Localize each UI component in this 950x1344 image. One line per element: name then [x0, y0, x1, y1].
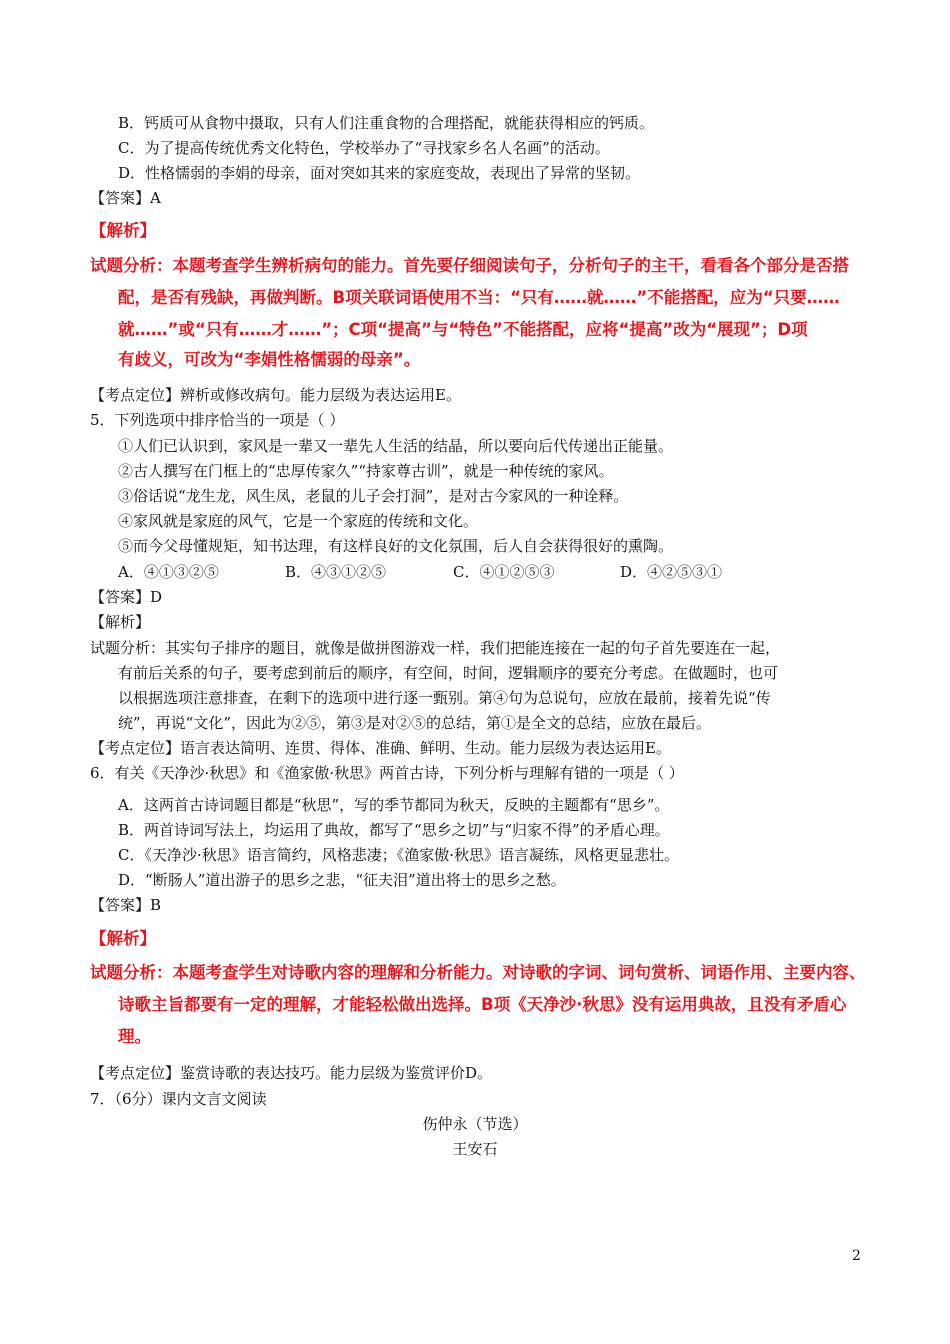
- q5-option-d: D．④②⑤③①: [620, 563, 723, 581]
- q6-analysis-line: 试题分析：本题考查学生对诗歌内容的理解和分析能力。对诗歌的字词、词句赏析、词语作用、主要内容、: [90, 963, 866, 982]
- q6-option-b: B．两首诗词写法上，均运用了典故，都写了“思乡之切”与“归家不得”的矛盾心理。: [118, 821, 670, 839]
- q4-exam-point: 【考点定位】辨析或修改病句。能力层级为表达运用E。: [90, 386, 461, 404]
- q4-option-b: B．钙质可从食物中摄取，只有人们注重食物的合理搭配，就能获得相应的钙质。: [118, 114, 655, 132]
- q4-option-d: D．性格懦弱的李娟的母亲，面对突如其来的家庭变故，表现出了异常的坚韧。: [118, 164, 641, 182]
- q5-option-a: A．④①③②⑤: [118, 563, 219, 581]
- q4-analysis-line: 配，是否有残缺，再做判断。B项关联词语使用不当：“只有……就……”不能搭配，应为“只要……: [118, 288, 840, 307]
- q5-analysis-line: 以根据选项注意排查，在剩下的选项中进行逐一甄别。第④句为总说句，应放在最前，接着先说“传: [118, 689, 771, 707]
- q5-item: ③俗话说“龙生龙，风生凤，老鼠的儿子会打洞”，是对古今家风的一种诠释。: [118, 487, 629, 505]
- q5-analysis-line: 试题分析：其实句子排序的题目，就像是做拼图游戏一样，我们把能连接在一起的句子首先要连在一起，: [90, 639, 781, 657]
- q5-item: ①人们已认识到，家风是一辈又一辈先人生活的结晶，所以要向后代传递出正能量。: [118, 437, 674, 455]
- q4-analysis-line: 就……”或“只有……才……”；C项“提高”与“特色”不能搭配，应将“提高”改为“展现”；D项: [118, 320, 808, 339]
- q6-analysis-heading: 【解析】: [90, 929, 156, 948]
- q6-option-d: D．“断肠人”道出游子的思乡之悲，“征夫泪”道出将士的思乡之愁。: [118, 871, 566, 889]
- q6-analysis-line: 理。: [118, 1027, 151, 1046]
- q5-analysis-line: 有前后关系的句子，要考虑到前后的顺序，有空间，时间，逻辑顺序的要充分考虑。在做题时，也可: [118, 664, 779, 682]
- q6-option-a: A．这两首古诗词题目都是“秋思”，写的季节都同为秋天，反映的主题都有“思乡”。: [118, 796, 670, 814]
- page-number: 2: [852, 1248, 861, 1264]
- q5-item: ⑤而今父母懂规矩，知书达理，有这样良好的文化氛围，后人自会获得很好的熏陶。: [118, 537, 674, 555]
- q4-analysis-heading: 【解析】: [90, 221, 156, 240]
- q6-answer: 【答案】B: [90, 896, 162, 914]
- q6-option-c: C．《天净沙·秋思》语言简约，风格悲凄；《渔家傲·秋思》语言凝练，风格更显悲壮。: [118, 846, 680, 864]
- q5-analysis-heading: 【解析】: [90, 613, 151, 631]
- q5-item: ②古人撰写在门框上的“忠厚传家久”“持家尊古训”，就是一种传统的家风。: [118, 462, 614, 480]
- q7-passage-author: 王安石: [452, 1140, 498, 1158]
- q5-answer: 【答案】D: [90, 588, 163, 606]
- q6-analysis-line: 诗歌主旨都要有一定的理解，才能轻松做出选择。B项《天净沙·秋思》没有运用典故，且没有矛盾心: [118, 995, 847, 1014]
- q4-analysis-line: 试题分析：本题考查学生辨析病句的能力。首先要仔细阅读句子，分析句子的主干，看看各个部分是否搭: [90, 256, 849, 275]
- q6-stem: 6．有关《天净沙·秋思》和《渔家傲·秋思》两首古诗，下列分析与理解有错的一项是（ ）: [90, 764, 684, 782]
- q5-item: ④家风就是家庭的风气，它是一个家庭的传统和文化。: [118, 512, 479, 530]
- q4-option-c: C．为了提高传统优秀文化特色，学校举办了“寻找家乡名人名画”的活动。: [118, 139, 610, 157]
- q4-answer: 【答案】A: [90, 189, 161, 207]
- q7-stem: 7．（6分）课内文言文阅读: [90, 1090, 267, 1108]
- q5-stem: 5．下列选项中排序恰当的一项是（ ）: [90, 411, 345, 429]
- q5-analysis-line: 统”，再说“文化”，因此为②⑤，第③是对②⑤的总结，第①是全文的总结，应放在最后。: [118, 714, 712, 732]
- q5-exam-point: 【考点定位】语言表达简明、连贯、得体、准确、鲜明、生动。能力层级为表达运用E。: [90, 739, 671, 757]
- q6-exam-point: 【考点定位】鉴赏诗歌的表达技巧。能力层级为鉴赏评价D。: [90, 1064, 493, 1082]
- q5-option-b: B．④③①②⑤: [285, 563, 387, 581]
- q5-option-c: C．④①②⑤③: [453, 563, 555, 581]
- q4-analysis-line: 有歧义，可改为“李娟性格懦弱的母亲”。: [118, 350, 421, 369]
- q7-passage-title: 伤仲永（节选）: [422, 1115, 528, 1133]
